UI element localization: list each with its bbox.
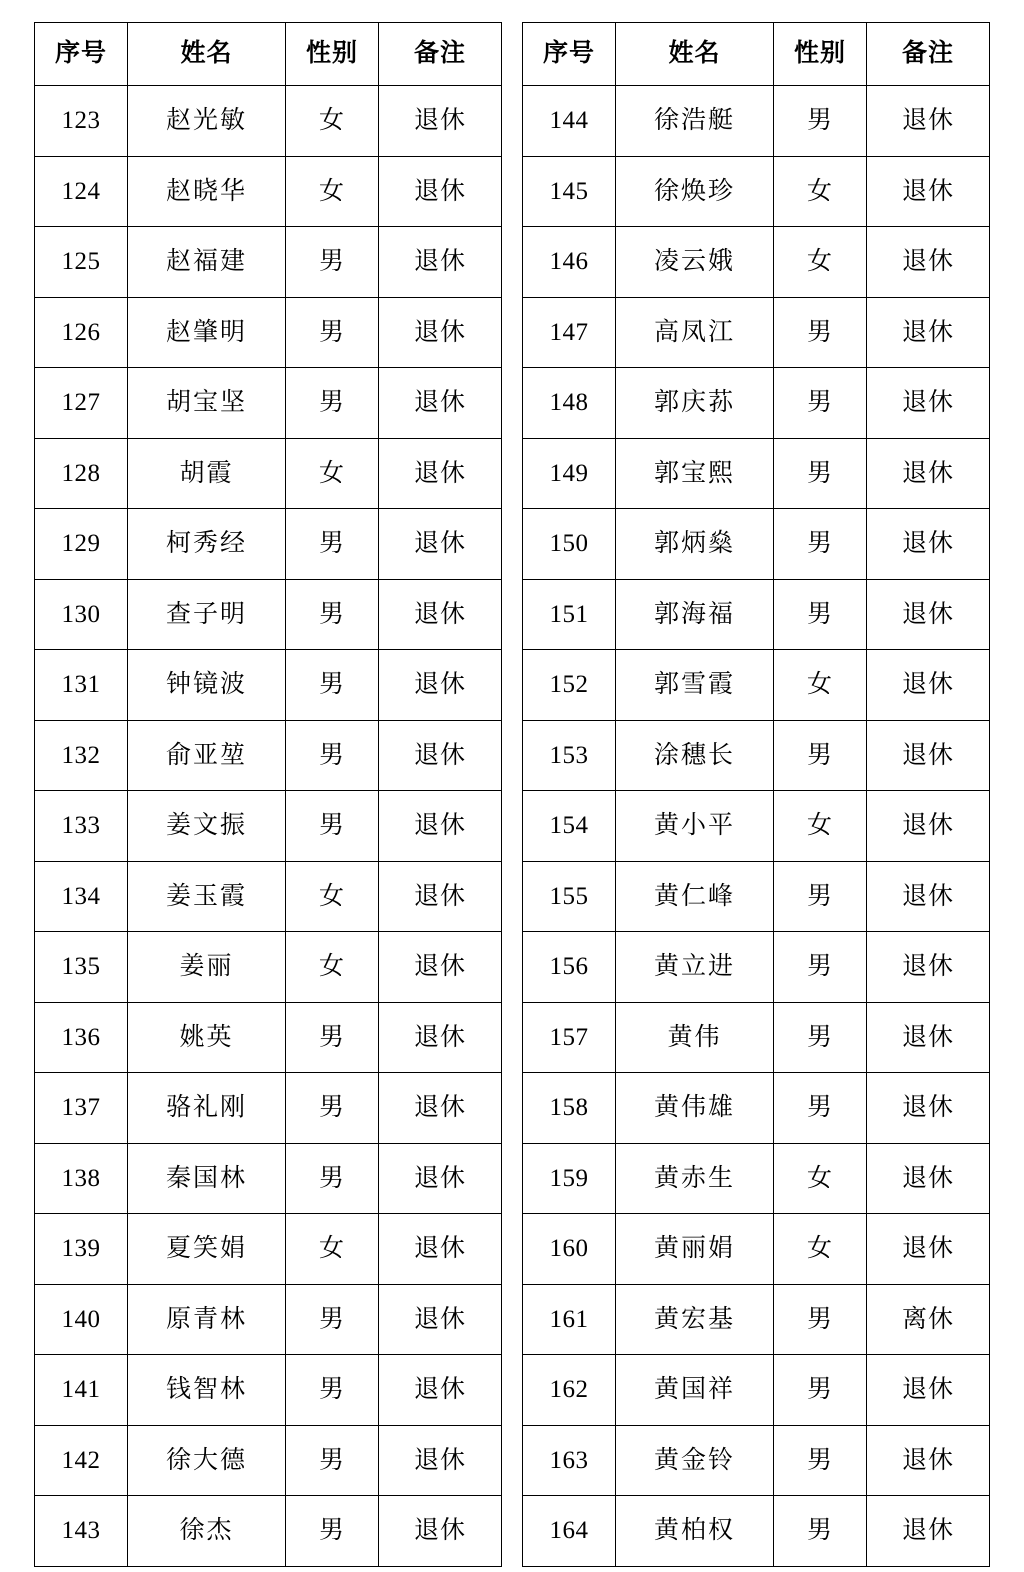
- cell-sex: 男: [774, 932, 867, 1003]
- cell-index: 162: [523, 1355, 616, 1426]
- cell-note: 退休: [867, 297, 990, 368]
- cell-index: 141: [35, 1355, 128, 1426]
- cell-name: 秦国林: [128, 1143, 286, 1214]
- roster-body-left: [35, 86, 502, 1567]
- cell-name: 黄宏基: [616, 1284, 774, 1355]
- cell-name: 黄丽娟: [616, 1214, 774, 1285]
- cell-sex: 女: [286, 932, 379, 1003]
- cell-index: 154: [523, 791, 616, 862]
- cell-sex: 男: [286, 1496, 379, 1567]
- cell-sex: 女: [774, 791, 867, 862]
- cell-note: 退休: [867, 1073, 990, 1144]
- table-row: [523, 227, 990, 298]
- cell-name: 赵晓华: [128, 156, 286, 227]
- cell-name: 钱智林: [128, 1355, 286, 1426]
- table-row: [523, 86, 990, 157]
- table-row: [35, 1496, 502, 1567]
- cell-note: 退休: [867, 156, 990, 227]
- cell-index: 126: [35, 297, 128, 368]
- cell-index: 135: [35, 932, 128, 1003]
- table-row: [523, 438, 990, 509]
- cell-index: 132: [35, 720, 128, 791]
- table-row: [523, 1143, 990, 1214]
- table-row: [523, 791, 990, 862]
- cell-name: 郭海福: [616, 579, 774, 650]
- cell-name: 黄金铃: [616, 1425, 774, 1496]
- table-row: [523, 1073, 990, 1144]
- cell-name: 涂穗长: [616, 720, 774, 791]
- cell-name: 赵光敏: [128, 86, 286, 157]
- cell-note: 离休: [867, 1284, 990, 1355]
- cell-sex: 男: [286, 579, 379, 650]
- cell-index: 164: [523, 1496, 616, 1567]
- cell-sex: 女: [774, 1214, 867, 1285]
- cell-sex: 男: [774, 438, 867, 509]
- table-row: [35, 932, 502, 1003]
- cell-note: 退休: [867, 438, 990, 509]
- table-row: [523, 368, 990, 439]
- cell-sex: 男: [286, 227, 379, 298]
- table-row: [35, 297, 502, 368]
- table-row: [35, 368, 502, 439]
- column-header-note: 备注: [379, 23, 502, 86]
- cell-note: 退休: [379, 86, 502, 157]
- cell-sex: 男: [286, 297, 379, 368]
- cell-index: 128: [35, 438, 128, 509]
- cell-note: 退休: [867, 1355, 990, 1426]
- cell-name: 赵肇明: [128, 297, 286, 368]
- table-row: [523, 932, 990, 1003]
- cell-sex: 女: [774, 156, 867, 227]
- cell-note: 退休: [379, 1284, 502, 1355]
- cell-note: 退休: [379, 1425, 502, 1496]
- cell-index: 145: [523, 156, 616, 227]
- cell-index: 148: [523, 368, 616, 439]
- cell-note: 退休: [867, 932, 990, 1003]
- cell-index: 139: [35, 1214, 128, 1285]
- cell-name: 郭庆荪: [616, 368, 774, 439]
- cell-name: 姚英: [128, 1002, 286, 1073]
- table-header-row: [523, 23, 990, 86]
- cell-name: 高凤江: [616, 297, 774, 368]
- table-row: [35, 156, 502, 227]
- cell-note: 退休: [379, 509, 502, 580]
- cell-sex: 女: [286, 861, 379, 932]
- cell-name: 郭炳燊: [616, 509, 774, 580]
- column-header-name: 姓名: [128, 23, 286, 86]
- cell-note: 退休: [379, 438, 502, 509]
- cell-note: 退休: [867, 720, 990, 791]
- cell-note: 退休: [379, 1073, 502, 1144]
- cell-sex: 男: [286, 509, 379, 580]
- cell-index: 149: [523, 438, 616, 509]
- table-row: [35, 1073, 502, 1144]
- cell-index: 140: [35, 1284, 128, 1355]
- cell-note: 退休: [867, 861, 990, 932]
- cell-note: 退休: [379, 650, 502, 721]
- cell-name: 胡宝坚: [128, 368, 286, 439]
- table-row: [523, 579, 990, 650]
- cell-sex: 男: [286, 368, 379, 439]
- table-row: [523, 1355, 990, 1426]
- cell-sex: 男: [774, 1425, 867, 1496]
- cell-note: 退休: [867, 509, 990, 580]
- table-row: [35, 1355, 502, 1426]
- cell-index: 127: [35, 368, 128, 439]
- cell-index: 136: [35, 1002, 128, 1073]
- cell-name: 钟镜波: [128, 650, 286, 721]
- cell-index: 125: [35, 227, 128, 298]
- cell-index: 156: [523, 932, 616, 1003]
- cell-name: 徐大德: [128, 1425, 286, 1496]
- cell-note: 退休: [379, 1496, 502, 1567]
- table-row: [35, 1002, 502, 1073]
- table-row: [35, 1425, 502, 1496]
- cell-sex: 男: [774, 368, 867, 439]
- table-row: [523, 509, 990, 580]
- table-row: [35, 861, 502, 932]
- table-row: [523, 1425, 990, 1496]
- cell-sex: 男: [286, 1284, 379, 1355]
- cell-note: 退休: [379, 297, 502, 368]
- cell-sex: 男: [774, 1284, 867, 1355]
- cell-note: 退休: [867, 791, 990, 862]
- cell-sex: 男: [286, 650, 379, 721]
- cell-index: 134: [35, 861, 128, 932]
- table-row: [523, 1002, 990, 1073]
- cell-name: 黄仁峰: [616, 861, 774, 932]
- table-row: [523, 1214, 990, 1285]
- cell-note: 退休: [867, 1002, 990, 1073]
- cell-index: 155: [523, 861, 616, 932]
- cell-sex: 男: [286, 1073, 379, 1144]
- table-row: [35, 1284, 502, 1355]
- cell-index: 163: [523, 1425, 616, 1496]
- table-row: [523, 720, 990, 791]
- cell-name: 黄立进: [616, 932, 774, 1003]
- table-header-row: [35, 23, 502, 86]
- cell-sex: 女: [286, 1214, 379, 1285]
- cell-sex: 女: [774, 650, 867, 721]
- cell-name: 夏笑娟: [128, 1214, 286, 1285]
- cell-sex: 女: [774, 1143, 867, 1214]
- cell-index: 158: [523, 1073, 616, 1144]
- cell-note: 退休: [867, 1214, 990, 1285]
- cell-index: 133: [35, 791, 128, 862]
- table-row: [523, 1496, 990, 1567]
- cell-index: 129: [35, 509, 128, 580]
- cell-name: 柯秀经: [128, 509, 286, 580]
- cell-name: 姜玉霞: [128, 861, 286, 932]
- table-row: [523, 297, 990, 368]
- cell-index: 123: [35, 86, 128, 157]
- table-row: [35, 1214, 502, 1285]
- cell-name: 原青林: [128, 1284, 286, 1355]
- roster-table-left: [34, 22, 502, 1567]
- cell-sex: 男: [774, 720, 867, 791]
- table-row: [35, 579, 502, 650]
- cell-index: 157: [523, 1002, 616, 1073]
- cell-note: 退休: [379, 932, 502, 1003]
- cell-index: 124: [35, 156, 128, 227]
- cell-note: 退休: [379, 791, 502, 862]
- cell-index: 160: [523, 1214, 616, 1285]
- table-row: [35, 1143, 502, 1214]
- table-row: [35, 86, 502, 157]
- cell-name: 查子明: [128, 579, 286, 650]
- cell-name: 姜文振: [128, 791, 286, 862]
- cell-name: 郭宝熙: [616, 438, 774, 509]
- cell-index: 131: [35, 650, 128, 721]
- cell-note: 退休: [867, 1143, 990, 1214]
- cell-note: 退休: [379, 156, 502, 227]
- cell-note: 退休: [867, 1425, 990, 1496]
- table-row: [523, 861, 990, 932]
- cell-sex: 女: [286, 438, 379, 509]
- cell-sex: 男: [286, 1425, 379, 1496]
- cell-note: 退休: [867, 227, 990, 298]
- cell-note: 退休: [867, 650, 990, 721]
- cell-note: 退休: [867, 86, 990, 157]
- cell-note: 退休: [379, 861, 502, 932]
- cell-note: 退休: [379, 1143, 502, 1214]
- column-header-index: 序号: [35, 23, 128, 86]
- cell-note: 退休: [379, 720, 502, 791]
- column-header-name: 姓名: [616, 23, 774, 86]
- cell-index: 144: [523, 86, 616, 157]
- cell-name: 徐杰: [128, 1496, 286, 1567]
- cell-name: 凌云娥: [616, 227, 774, 298]
- table-row: [523, 156, 990, 227]
- cell-note: 退休: [379, 1214, 502, 1285]
- column-header-index: 序号: [523, 23, 616, 86]
- cell-index: 150: [523, 509, 616, 580]
- cell-sex: 男: [286, 1355, 379, 1426]
- cell-sex: 男: [774, 1496, 867, 1567]
- cell-index: 142: [35, 1425, 128, 1496]
- cell-index: 159: [523, 1143, 616, 1214]
- cell-note: 退休: [379, 1002, 502, 1073]
- cell-sex: 女: [286, 156, 379, 227]
- cell-name: 黄伟雄: [616, 1073, 774, 1144]
- cell-name: 胡霞: [128, 438, 286, 509]
- cell-sex: 男: [774, 861, 867, 932]
- cell-name: 黄柏权: [616, 1496, 774, 1567]
- column-header-sex: 性别: [286, 23, 379, 86]
- table-row: [523, 1284, 990, 1355]
- cell-name: 黄赤生: [616, 1143, 774, 1214]
- table-row: [35, 650, 502, 721]
- cell-sex: 男: [286, 1002, 379, 1073]
- cell-index: 146: [523, 227, 616, 298]
- cell-name: 黄伟: [616, 1002, 774, 1073]
- cell-note: 退休: [379, 227, 502, 298]
- cell-index: 152: [523, 650, 616, 721]
- table-row: [35, 227, 502, 298]
- cell-note: 退休: [867, 1496, 990, 1567]
- cell-note: 退休: [867, 368, 990, 439]
- cell-note: 退休: [379, 579, 502, 650]
- cell-name: 赵福建: [128, 227, 286, 298]
- cell-name: 黄国祥: [616, 1355, 774, 1426]
- cell-sex: 男: [286, 1143, 379, 1214]
- roster-table-right: [522, 22, 990, 1567]
- cell-sex: 男: [774, 579, 867, 650]
- table-row: [523, 650, 990, 721]
- cell-sex: 男: [774, 1355, 867, 1426]
- cell-name: 骆礼刚: [128, 1073, 286, 1144]
- cell-index: 161: [523, 1284, 616, 1355]
- cell-index: 130: [35, 579, 128, 650]
- cell-name: 徐浩艇: [616, 86, 774, 157]
- roster-body-right: [523, 86, 990, 1567]
- cell-name: 郭雪霞: [616, 650, 774, 721]
- cell-sex: 男: [774, 297, 867, 368]
- cell-sex: 男: [774, 86, 867, 157]
- cell-index: 147: [523, 297, 616, 368]
- cell-index: 151: [523, 579, 616, 650]
- cell-sex: 男: [286, 720, 379, 791]
- cell-name: 姜丽: [128, 932, 286, 1003]
- cell-sex: 男: [286, 791, 379, 862]
- cell-note: 退休: [867, 579, 990, 650]
- table-row: [35, 720, 502, 791]
- cell-name: 黄小平: [616, 791, 774, 862]
- table-row: [35, 509, 502, 580]
- table-row: [35, 791, 502, 862]
- column-header-note: 备注: [867, 23, 990, 86]
- cell-name: 俞亚堃: [128, 720, 286, 791]
- cell-name: 徐焕珍: [616, 156, 774, 227]
- cell-sex: 男: [774, 1073, 867, 1144]
- cell-sex: 男: [774, 509, 867, 580]
- cell-sex: 女: [774, 227, 867, 298]
- cell-index: 143: [35, 1496, 128, 1567]
- cell-index: 137: [35, 1073, 128, 1144]
- table-row: [35, 438, 502, 509]
- column-header-sex: 性别: [774, 23, 867, 86]
- cell-note: 退休: [379, 1355, 502, 1426]
- cell-index: 153: [523, 720, 616, 791]
- cell-sex: 女: [286, 86, 379, 157]
- cell-note: 退休: [379, 368, 502, 439]
- cell-index: 138: [35, 1143, 128, 1214]
- cell-sex: 男: [774, 1002, 867, 1073]
